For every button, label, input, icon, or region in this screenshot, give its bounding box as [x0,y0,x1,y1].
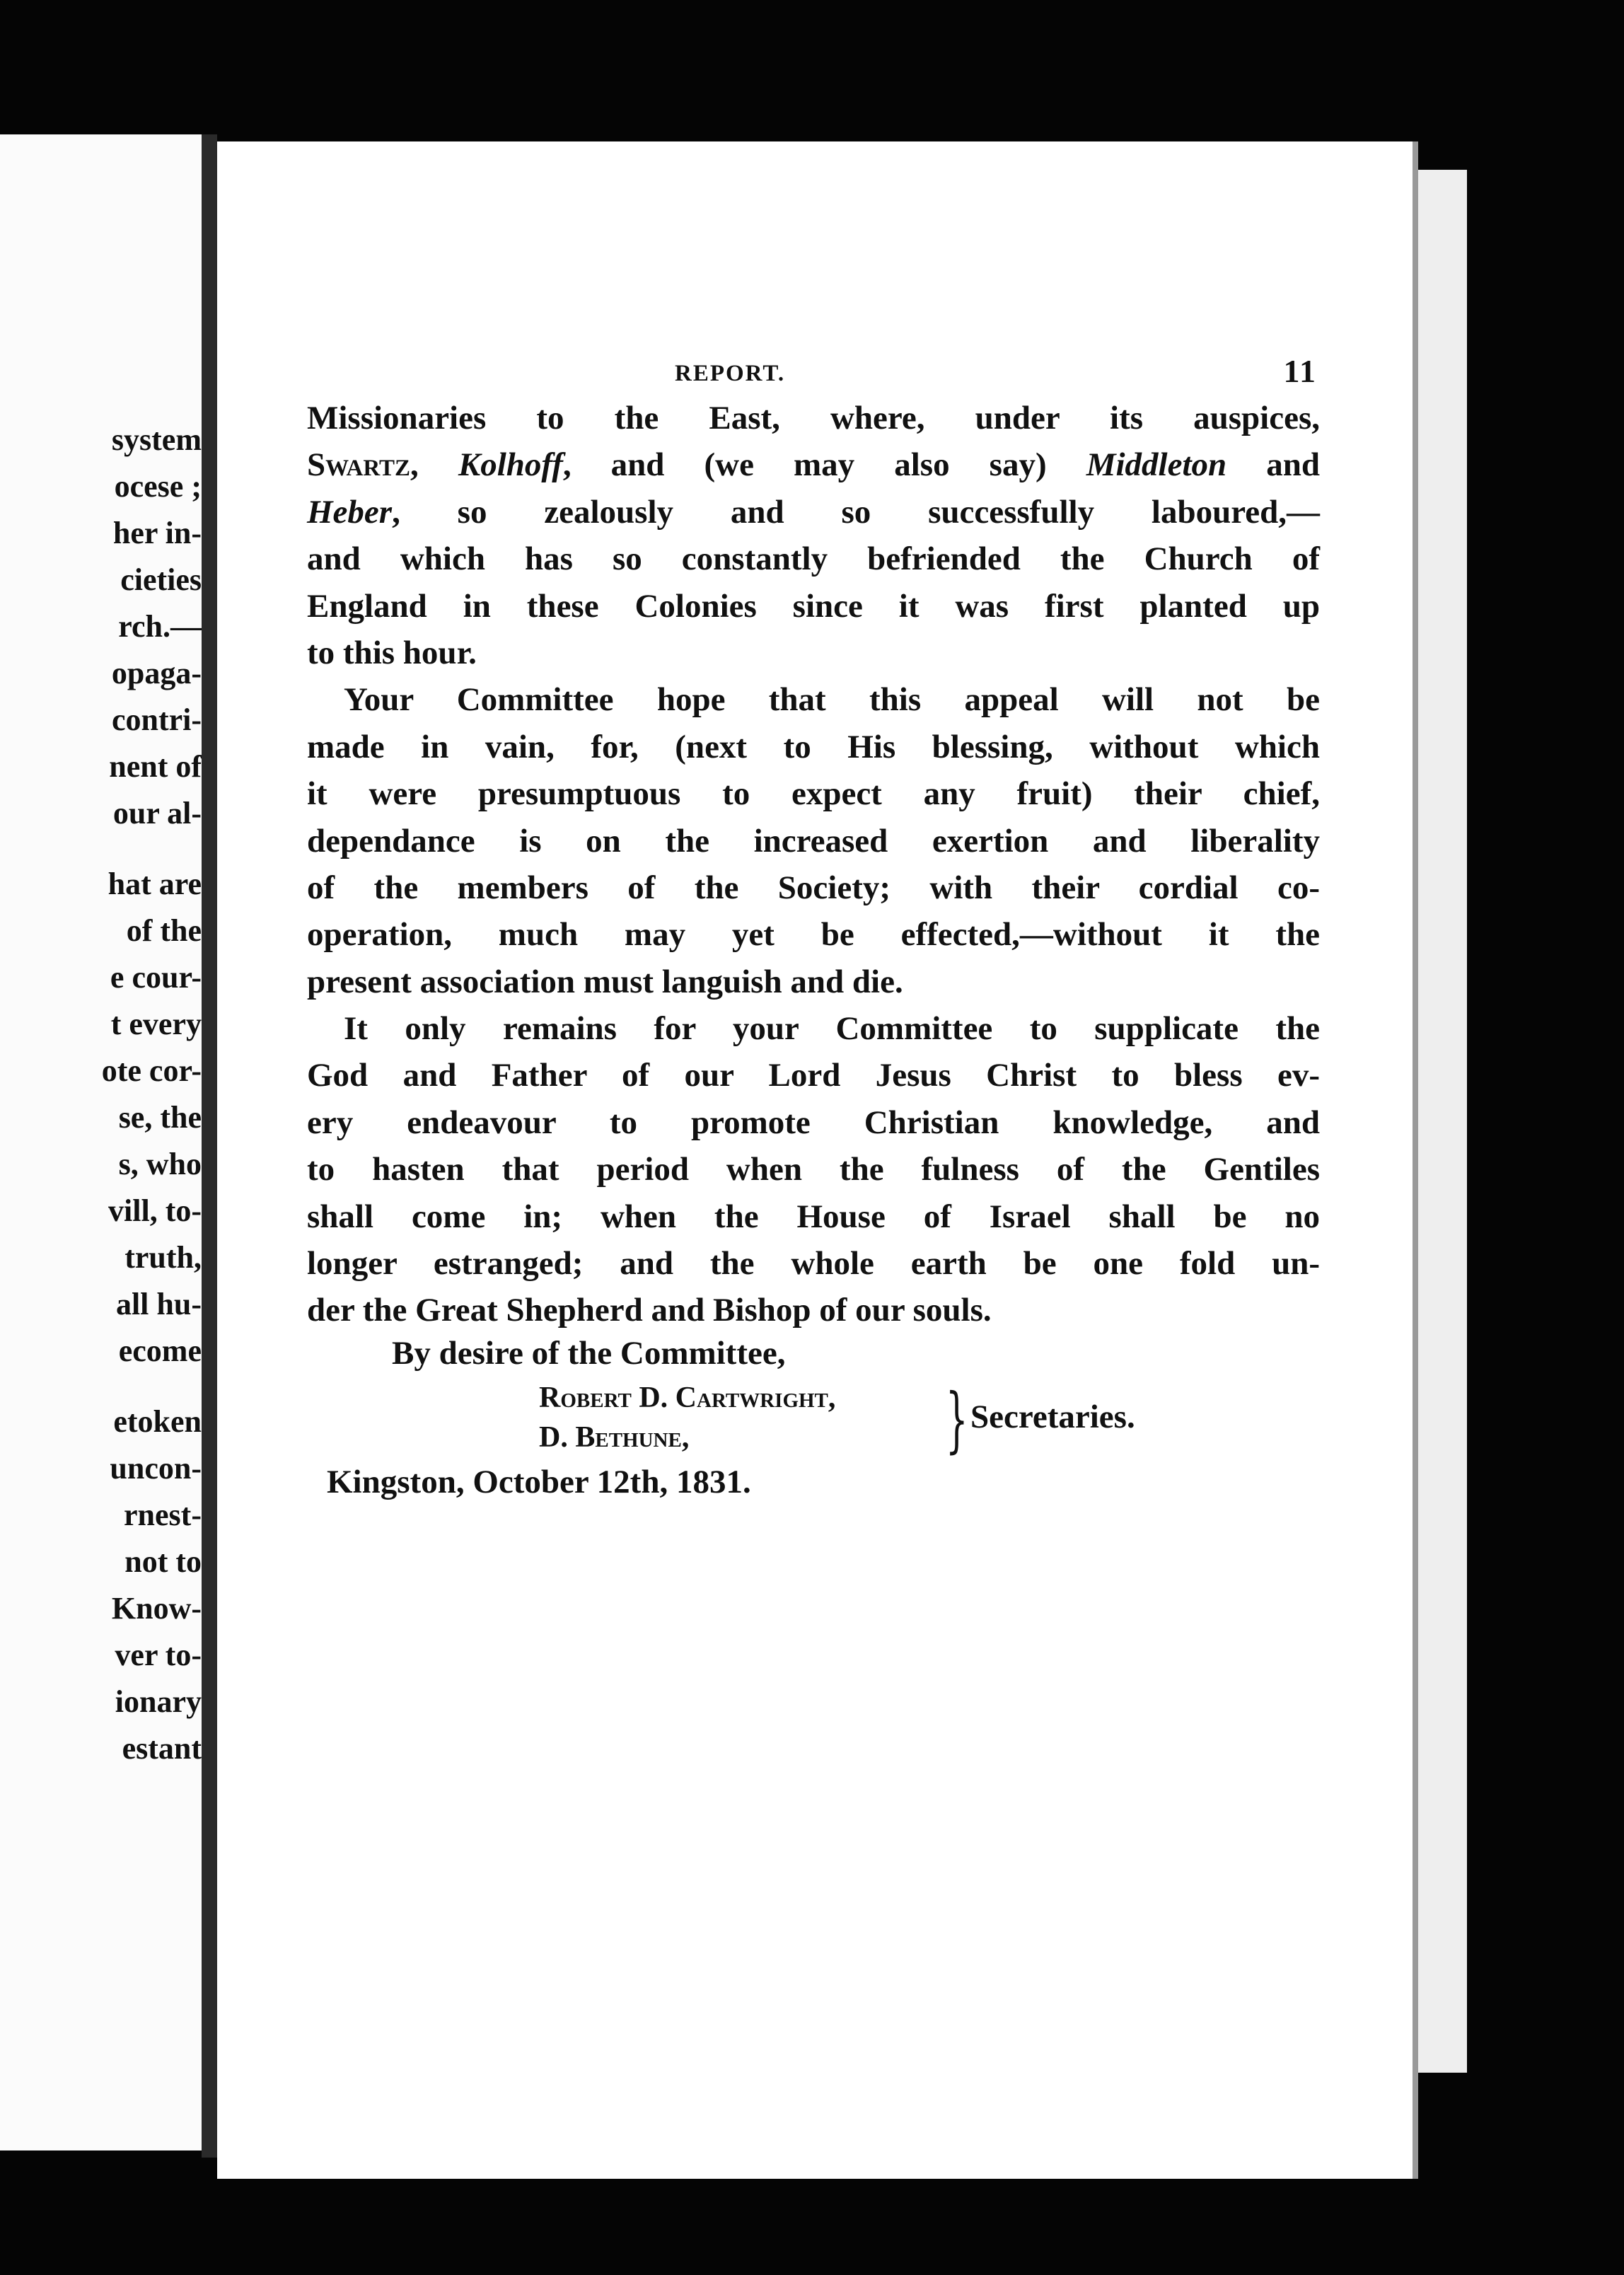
signer-bethune: D. Bethune, [539,1420,690,1454]
left-page-fragment: t every [110,1007,202,1041]
text-line: England in these Colonies since it was first planted up [307,587,1320,625]
text-line: to this hour. [307,634,477,671]
text-line: it were presumptuous to expect any fruit) their chief, [307,775,1320,813]
left-page-fragment: se, the [118,1100,202,1135]
paragraph [307,1005,1320,1334]
left-page-fragment: ver to- [115,1638,202,1672]
left-page-fragment: rnest- [124,1498,202,1532]
text-line: Swartz, Kolhoff, and (we may also say) Middleton and [307,446,1321,484]
secretaries-label: Secretaries. [970,1398,1135,1435]
text-line: present association must languish and die. [307,963,903,1000]
left-page-fragment: cieties [120,562,202,597]
body-text [307,395,1320,1334]
left-page-fragment: all hu- [115,1287,202,1321]
left-page-fragment: our al- [112,796,202,830]
left-page-fragment: e cour- [110,960,202,995]
left-page-fragment: ote cor- [101,1053,202,1088]
left-page-fragment: estant [122,1731,202,1766]
text-line: shall come in; when the House of Israel shall be no [307,1198,1320,1235]
text-line: and which has so constantly befriended the Church of [307,540,1320,578]
left-page-fragment: rch.— [118,609,202,644]
main-page [217,141,1413,2179]
text-line: der the Great Shepherd and Bishop of our souls. [307,1292,992,1329]
text-line: Heber, so zealously and so successfully laboured,— [307,493,1320,531]
left-page-fragment: of the [126,913,202,948]
running-head [307,352,1320,395]
left-page-fragment: etoken [113,1404,202,1439]
left-page-fragment: nent of [109,749,202,784]
left-page-fragment: system [111,422,202,457]
left-page-fragment: Know- [111,1591,202,1626]
closing-block [307,1334,1320,1518]
text-line: Your Committee hope that this appeal will not be [344,681,1320,719]
text-line: ery endeavour to promote Christian knowledge, and [307,1104,1320,1141]
left-page-fragment: ecome [118,1333,202,1368]
left-page-fragment: her in- [112,516,202,550]
left-page-fragment: ocese ; [114,469,202,504]
running-title: REPORT. [675,361,786,386]
page-stack-edge [1408,170,1467,2073]
left-page-fragment: vill, to- [108,1193,202,1228]
left-page-fragment: uncon- [110,1451,202,1486]
left-page-fragment: opaga- [111,656,202,690]
text-line: operation, much may yet be effected,—without it the [307,916,1320,954]
closing-desire-line: By desire of the Committee, [392,1334,786,1372]
text-line: to hasten that period when the fulness of the Gentiles [307,1151,1320,1188]
place-and-date: Kingston, October 12th, 1831. [327,1463,751,1500]
signature-brace: } [945,1377,968,1461]
left-page-fragment: truth, [124,1240,202,1275]
left-page-fragment: ionary [115,1684,202,1719]
page-number: 11 [1283,353,1317,389]
left-facing-page [0,134,202,2150]
text-line: It only remains for your Committee to supplicate the [344,1010,1320,1048]
text-line: of the members of the Society; with their cordial co- [307,869,1320,906]
paragraph [307,676,1320,1005]
page-content [307,352,1320,1518]
text-line: Missionaries to the East, where, under its auspices, [307,400,1320,436]
signer-cartwright: Robert D. Cartwright, [539,1381,836,1414]
text-line: dependance is on the increased exertion and liberality [307,822,1320,859]
text-line: longer estranged; and the whole earth be one fold un- [307,1245,1320,1283]
left-page-fragment: not to [124,1544,202,1579]
book-gutter [202,134,217,2158]
left-page-fragment: hat are [108,867,202,901]
left-page-fragment: contri- [111,702,202,737]
paragraph [307,395,1320,676]
text-line: made in vain, for, (next to His blessing, without which [307,728,1320,765]
text-line: God and Father of our Lord Jesus Christ to bless ev- [307,1057,1320,1094]
left-page-fragment: s, who [118,1147,202,1181]
